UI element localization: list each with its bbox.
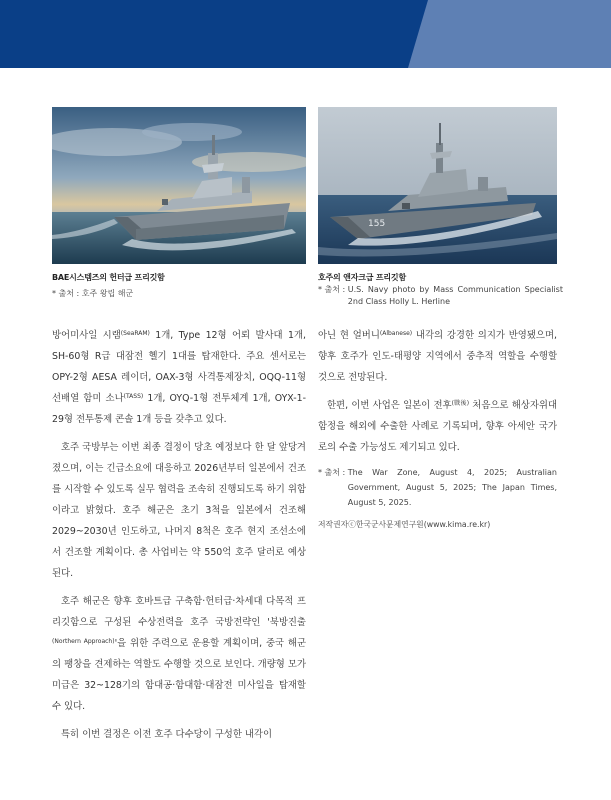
source-note [318,465,557,510]
source-note-text: The War Zone, August 4, 2025; Australian Government, August 5, 2025; The Japan Times, August 5, 2025. [347,468,557,507]
article-column-left [52,325,306,752]
figure-caption-anzac: 호주의 앤자크급 프리깃함 [318,273,406,282]
source-note-label: * 출처 : [318,468,348,477]
figure-source-anzac [318,284,563,308]
article-column-right [318,325,557,532]
paragraph: 특히 이번 결정은 이전 호주 다수당이 구성한 내각이 [61,729,273,740]
paragraph: 방어미사일 시램$^{(SeaRAM)}$ 1개, Type 12형 어뢰 발사대 1개, SH-60형 R급 대잠전 헬기 1대를 탑재한다. 주요 센서로는 OPY-2형 AESA 레이더, OAX-3형 사격통제장치, OQQ-11형 선배열 함미 소나$^{(TASS)}$ 1개, OYQ-1형 전투체계 1개, OYX-1-29형 전투통제 콘솔 1개 등을 갖추고 있다. [52,330,307,425]
hunter-class-frigate-image [52,107,306,264]
paragraph: 호주 해군은 향후 호바트급 구축함·헌터급·차세대 다목적 프리깃함으로 구성된 수상전력을 호주 국방전략인 '북방진출$^{(Northern Approach)}$'을 위한 주력으로 운용할 계획이며, 중국 해군의 팽창을 견제하는 역할도 수행할 것으로 보인다. 개량형 모가미급은 32~128기의 함대공·함대함·대잠전 미사일을 탑재할 수 있다. [52,596,306,712]
figure-source-text: U.S. Navy photo by Mass Communication Specialist 2nd Class Holly L. Herline [347,285,563,306]
figure-source-hunter: * 출처 : 호주 왕립 해군 [52,289,134,298]
paragraph: 한편, 이번 사업은 일본이 전후$^{(戰後)}$ 처음으로 해상자위대 함정을 해외에 수출한 사례로 기록되며, 향후 아세안 국가로의 수출 가능성도 제기되고 있다. [318,400,558,453]
figure-caption-hunter: BAE시스템즈의 헌터급 프리깃함 [52,273,165,282]
anzac-class-frigate-image [318,107,557,264]
paragraph: 아닌 현 얼버니$^{(Albanese)}$ 내각의 강경한 의지가 반영됐으며, 향후 호주가 인도-태평양 지역에서 중추적 역할을 수행할 것으로 전망된다. [318,330,557,383]
header-banner [0,0,611,68]
paragraph: 호주 국방부는 이번 최종 결정이 당초 예정보다 한 달 앞당겨졌으며, 이는 긴급소요에 대응하고 2026년부터 일본에서 건조를 시작할 수 있도록 실무 협력을 조속히 진행되도록 하기 위함이라고 밝혔다. 호주 해군은 초기 3척을 일본에서 건조해 2029~2030년 인도하고, 나머지 8척은 호주 현지 조선소에서 건조할 계획이다. 총 사업비는 약 550억 호주 달러로 예상된다. [52,442,306,579]
figure-source-label: * 출처 : [318,285,348,294]
hull-number: 155 [368,219,386,229]
copyright-notice: 저작권자ⓒ한국군사문제연구원(www.kima.re.kr) [318,520,491,529]
